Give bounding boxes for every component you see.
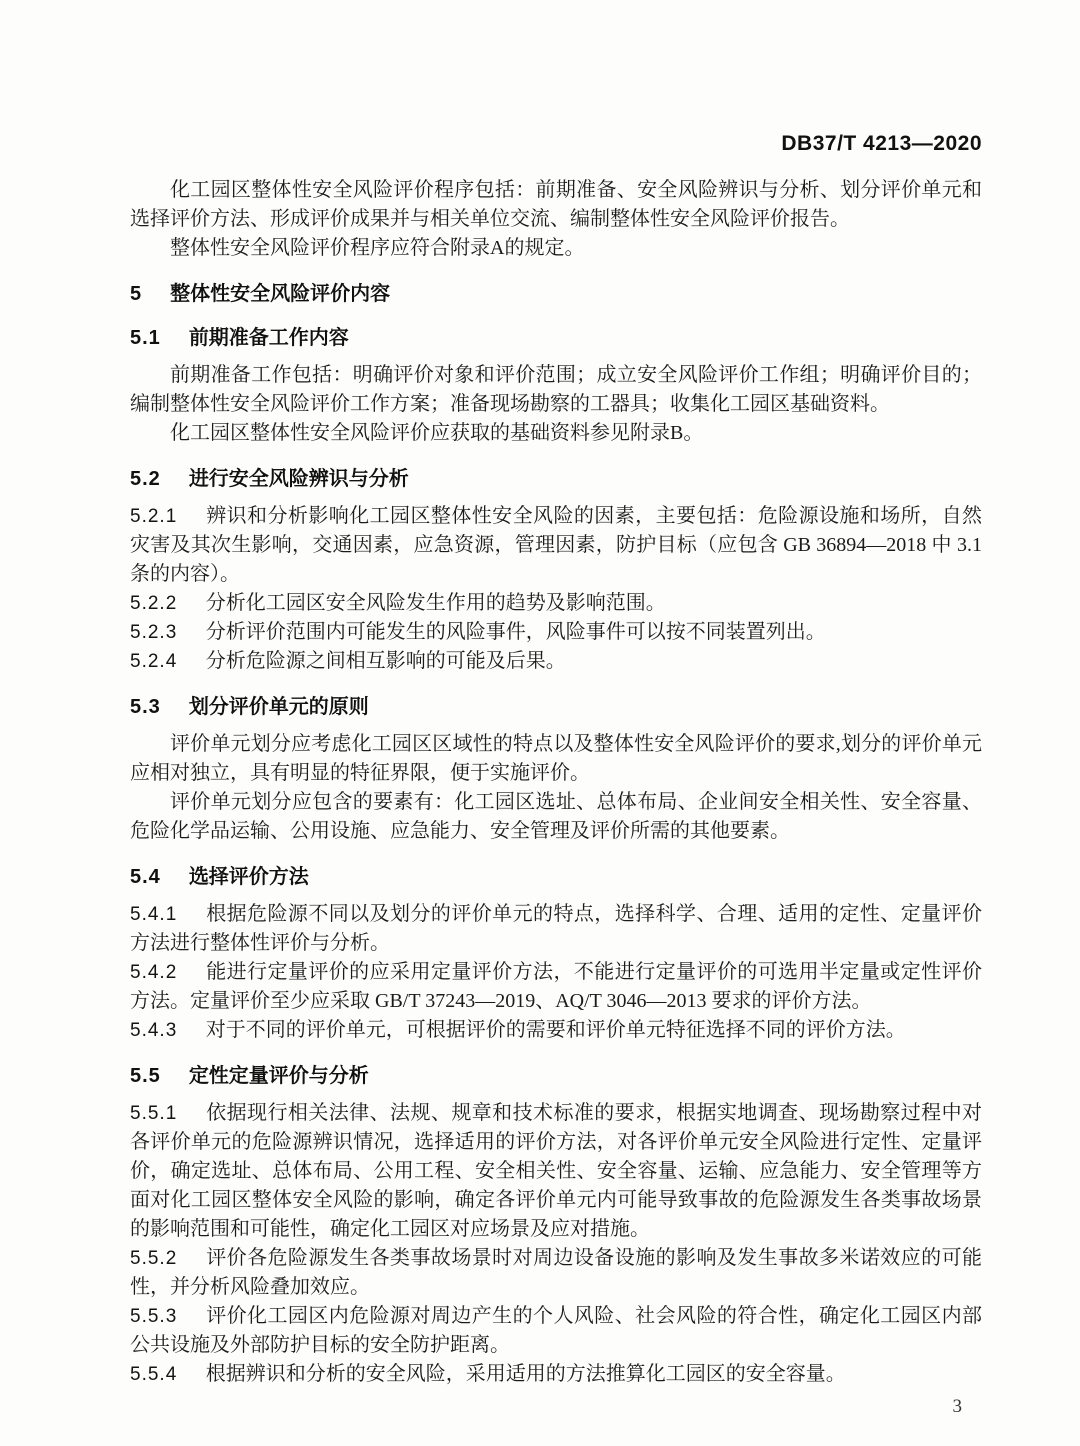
clause-number: 5.5.2 xyxy=(130,1248,178,1269)
doc-code: DB37/T 4213—2020 xyxy=(781,132,982,155)
section-title: 划分评价单元的原则 xyxy=(188,696,369,718)
clause-number: 5.5.1 xyxy=(130,1103,178,1124)
paragraph-5-3-a: 评价单元划分应考虑化工园区区域性的特点以及整体性安全风险评价的要求,划分的评价单元应相对独立，具有明显的特征界限，便于实施评价。 xyxy=(130,733,982,784)
section-number: 5.3 xyxy=(130,696,161,718)
clause-5-5-4 xyxy=(130,1360,982,1389)
section-heading-5-4 xyxy=(130,864,982,890)
clause-text: 评价各危险源发生各类事故场景时对周边设备设施的影响及发生事故多米诺效应的可能性，并分析风险叠加效应。 xyxy=(130,1247,982,1298)
paragraph-5-1-a: 前期准备工作包括：明确评价对象和评价范围；成立安全风险评价工作组；明确评价目的；编制整体性安全风险评价工作方案；准备现场勘察的工器具；收集化工园区基础资料。 xyxy=(130,364,982,415)
clause-5-2-2 xyxy=(130,589,982,618)
clause-text: 根据辨识和分析的安全风险，采用适用的方法推算化工园区的安全容量。 xyxy=(205,1363,846,1385)
clause-text: 分析评价范围内可能发生的风险事件，风险事件可以按不同装置列出。 xyxy=(205,621,826,643)
clause-5-2-1 xyxy=(130,502,982,589)
clause-5-5-3 xyxy=(130,1302,982,1360)
clause-5-5-1 xyxy=(130,1099,982,1244)
clause-5-4-1 xyxy=(130,900,982,958)
clause-text: 依据现行相关法律、法规、规章和技术标准的要求，根据实地调查、现场勘察过程中对各评价单元的危险源辨识情况，选择适用的评价方法，对各评价单元安全风险进行定性、定量评价，确定选址、总体布局、公用工程、安全相关性、安全容量、运输、应急能力、安全管理等方面对化工园区整体安全风险的影响，确定各评价单元内可能导致事故的危险源发生各类事故场景的影响范围和可能性，确定化工园区对应场景及应对措施。 xyxy=(130,1102,982,1240)
section-heading-5-5 xyxy=(130,1063,982,1089)
section-number: 5.5 xyxy=(130,1065,161,1087)
clause-text: 能进行定量评价的应采用定量评价方法，不能进行定量评价的可选用半定量或定性评价方法。定量评价至少应采取 GB/T 37243—2019、AQ/T 3046—2013 要求的评价方法。 xyxy=(130,961,982,1012)
clause-5-5-2 xyxy=(130,1244,982,1302)
page-number: 3 xyxy=(952,1396,962,1417)
section-heading-5-3 xyxy=(130,694,982,720)
clause-5-2-4 xyxy=(130,647,982,676)
clause-number: 5.5.3 xyxy=(130,1306,178,1327)
clause-number: 5.2.2 xyxy=(130,593,178,614)
section-title: 进行安全风险辨识与分析 xyxy=(188,468,409,490)
section-title: 前期准备工作内容 xyxy=(188,327,349,349)
section-number: 5.4 xyxy=(130,866,161,888)
clause-5-4-3 xyxy=(130,1016,982,1045)
clause-text: 评价化工园区内危险源对周边产生的个人风险、社会风险的符合性，确定化工园区内部公共设施及外部防护目标的安全防护距离。 xyxy=(130,1305,982,1356)
clause-text: 对于不同的评价单元，可根据评价的需要和评价单元特征选择不同的评价方法。 xyxy=(205,1019,906,1041)
document-content xyxy=(130,132,982,1389)
clause-text: 分析化工园区安全风险发生作用的趋势及影响范围。 xyxy=(205,592,666,614)
clause-5-2-3 xyxy=(130,618,982,647)
clause-number: 5.5.4 xyxy=(130,1364,178,1385)
paragraph-5-3-b: 评价单元划分应包含的要素有：化工园区选址、总体布局、企业间安全相关性、安全容量、危险化学品运输、公用设施、应急能力、安全管理及评价所需的其他要素。 xyxy=(130,791,982,842)
intro-paragraph-1: 化工园区整体性安全风险评价程序包括：前期准备、安全风险辨识与分析、划分评价单元和选择评价方法、形成评价成果并与相关单位交流、编制整体性安全风险评价报告。 xyxy=(130,179,982,230)
section-number: 5.1 xyxy=(130,327,161,349)
section-number: 5.2 xyxy=(130,468,161,490)
clause-number: 5.2.1 xyxy=(130,506,178,527)
section-heading-5-1 xyxy=(130,325,982,351)
chapter-heading-5 xyxy=(130,281,982,307)
clause-number: 5.4.3 xyxy=(130,1020,178,1041)
section-heading-5-2 xyxy=(130,466,982,492)
paragraph-5-1-b: 化工园区整体性安全风险评价应获取的基础资料参见附录B。 xyxy=(170,422,704,444)
clause-text: 分析危险源之间相互影响的可能及后果。 xyxy=(205,650,566,672)
clause-text: 根据危险源不同以及划分的评价单元的特点，选择科学、合理、适用的定性、定量评价方法进行整体性评价与分析。 xyxy=(130,903,982,954)
chapter-title: 整体性安全风险评价内容 xyxy=(170,283,391,305)
section-title: 选择评价方法 xyxy=(188,866,309,888)
clause-5-4-2 xyxy=(130,958,982,1016)
chapter-number: 5 xyxy=(130,283,143,305)
clause-number: 5.2.3 xyxy=(130,622,178,643)
section-title: 定性定量评价与分析 xyxy=(188,1065,369,1087)
clause-number: 5.4.2 xyxy=(130,962,178,983)
clause-number: 5.2.4 xyxy=(130,651,178,672)
intro-paragraph-2: 整体性安全风险评价程序应符合附录A的规定。 xyxy=(170,237,585,259)
clause-text: 辨识和分析影响化工园区整体性安全风险的因素，主要包括：危险源设施和场所，自然灾害及其次生影响，交通因素，应急资源，管理因素，防护目标（应包含 GB 36894—2018 中 3.1 条的内容）。 xyxy=(130,505,982,585)
clause-number: 5.4.1 xyxy=(130,904,178,925)
